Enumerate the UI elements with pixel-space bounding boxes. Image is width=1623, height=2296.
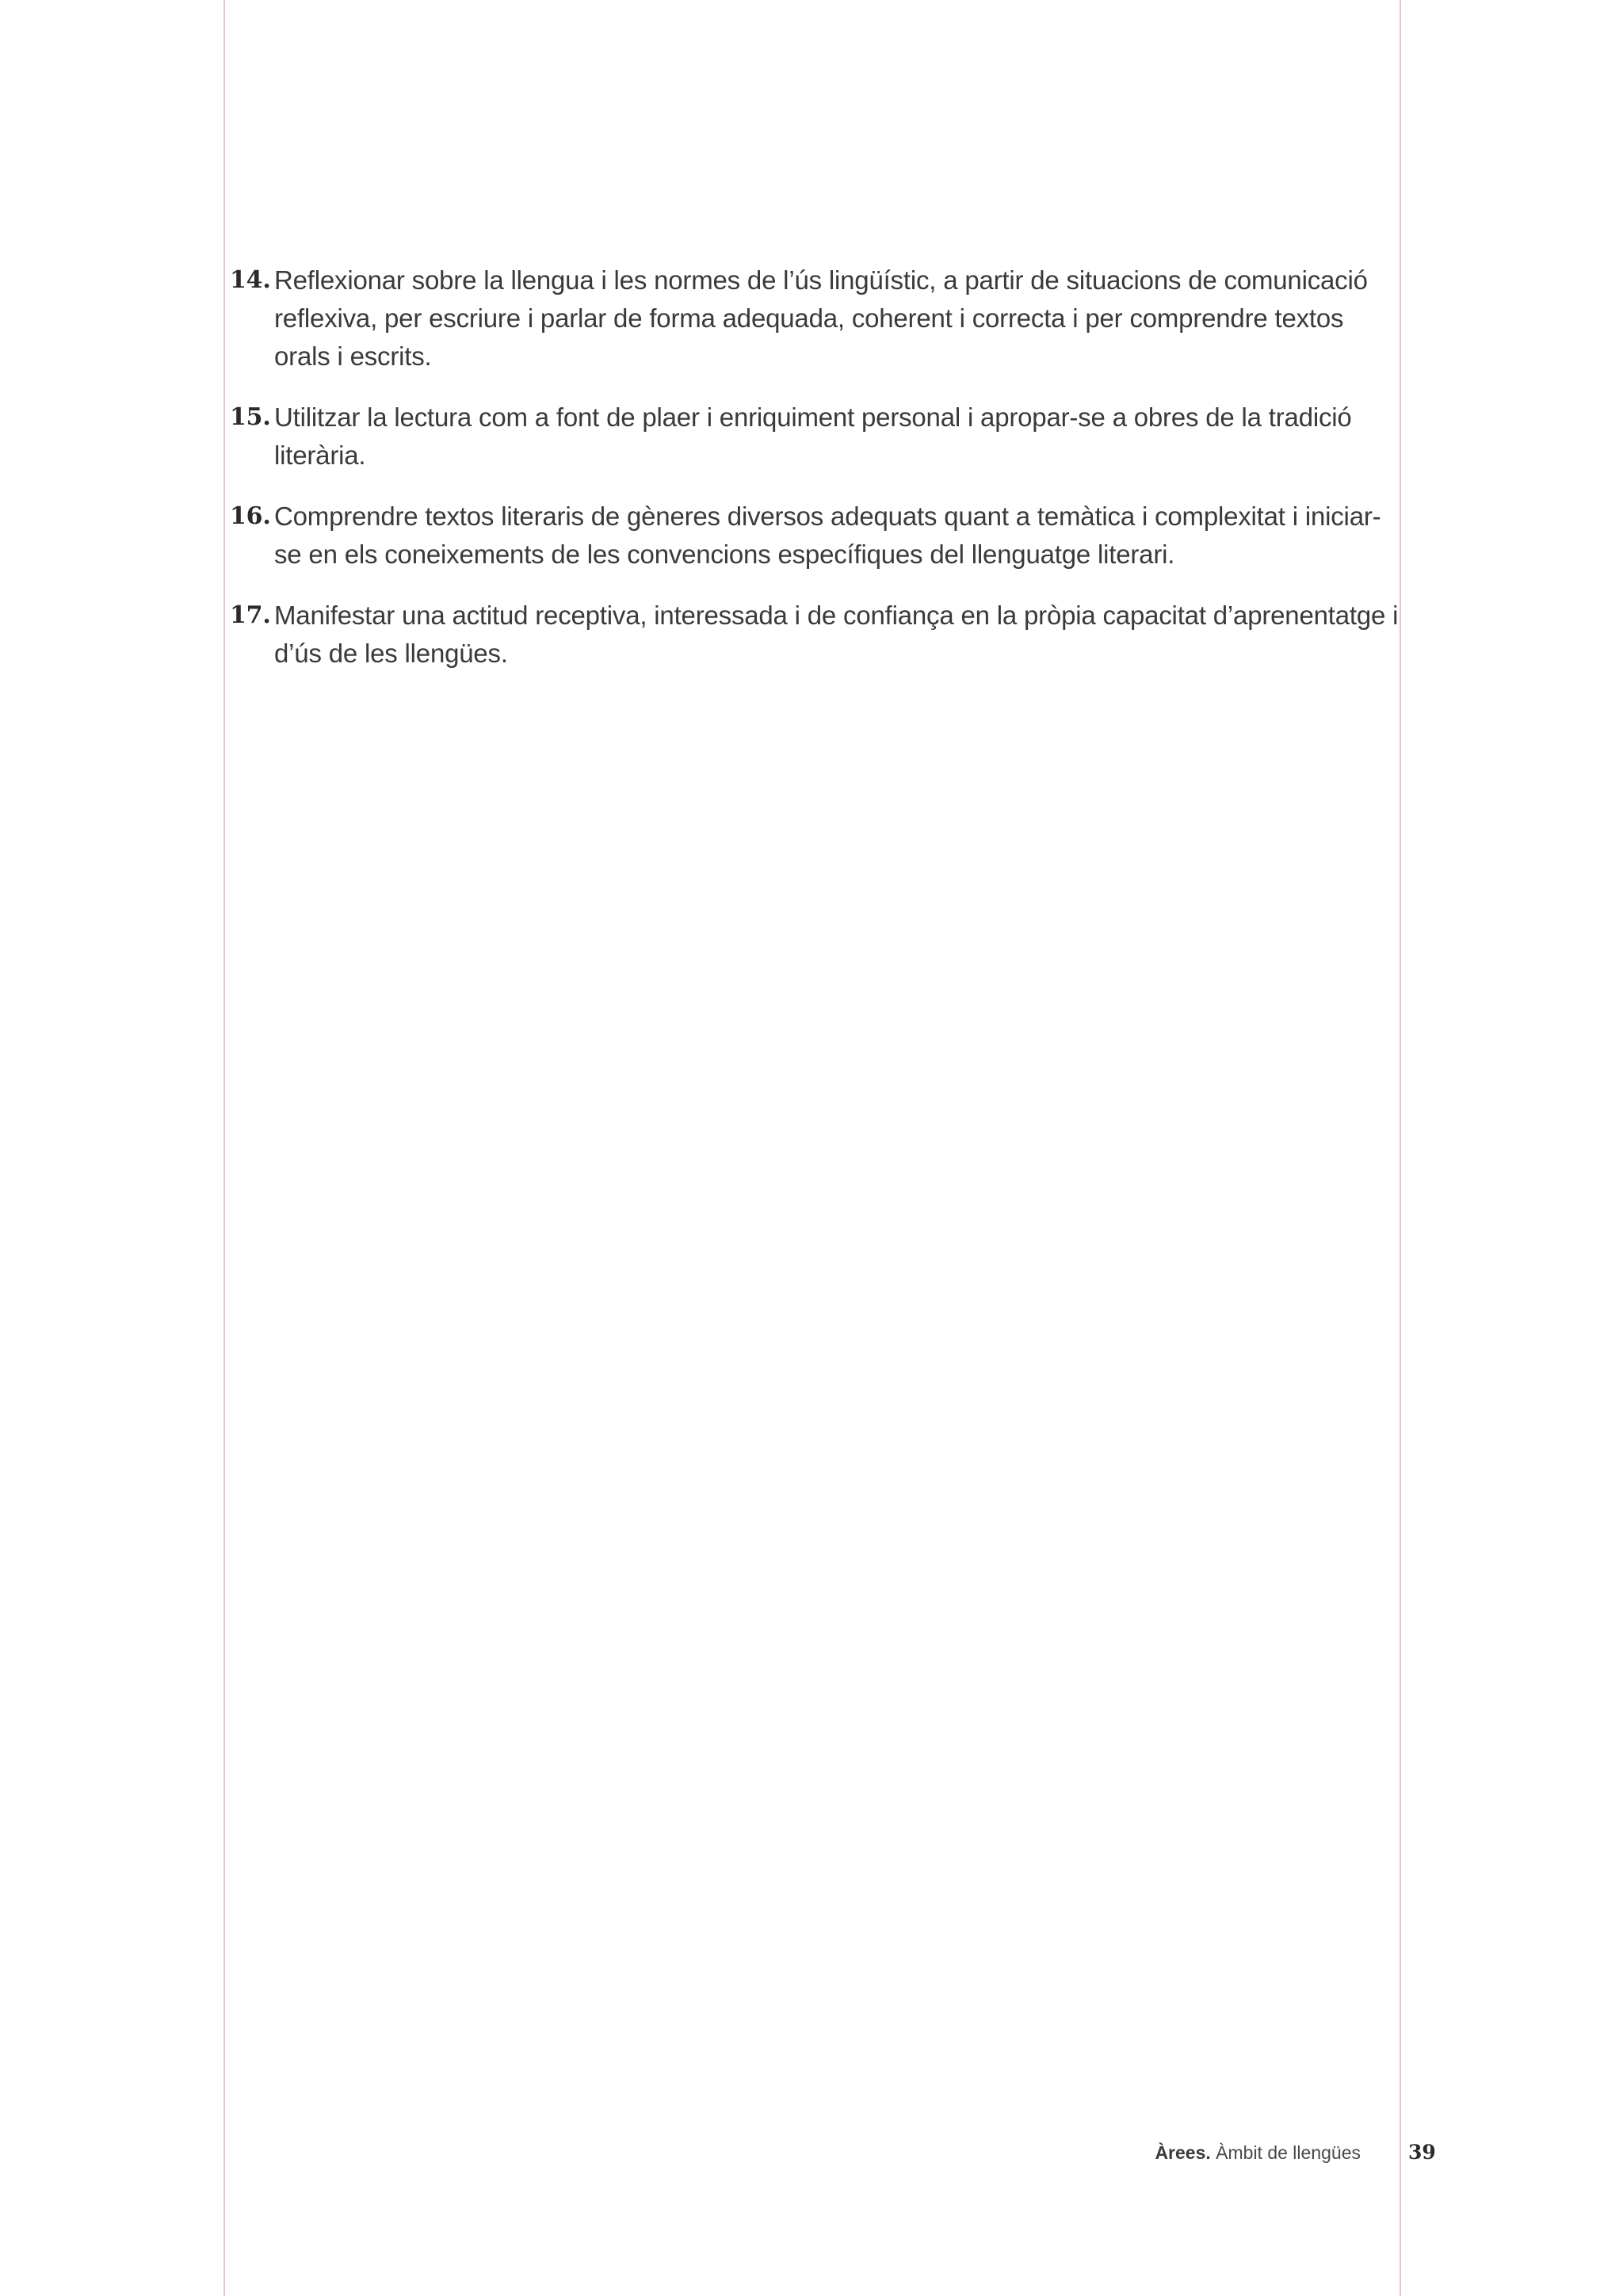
objective-item	[230, 597, 1400, 673]
objectives-list	[230, 261, 1400, 696]
objective-item	[230, 261, 1400, 376]
objective-text: Reflexionar sobre la llengua i les normes de l’ús lingüístic, a partir de situacions de comunicació reflexiva, per escriure i parlar de forma adequada, coherent i correcta i per comprendre textos orals i escrits.	[274, 265, 1368, 371]
objective-item	[230, 399, 1400, 475]
footer-section: Àrees.	[1155, 2142, 1211, 2163]
right-margin-rule	[1400, 0, 1401, 2296]
footer-subsection: Àmbit de llengües	[1216, 2142, 1361, 2163]
objective-text: Utilitzar la lectura com a font de plaer i enriquiment personal i apropar-se a obres de la tradició literària.	[274, 402, 1352, 470]
objective-item	[230, 498, 1400, 574]
objective-number: 17.	[230, 601, 271, 629]
page-footer	[1155, 2142, 1361, 2164]
objective-number: 15.	[230, 403, 271, 431]
objective-number: 16.	[230, 502, 271, 530]
objective-text: Manifestar una actitud receptiva, interessada i de confiança en la pròpia capacitat d’aprenentatge i d’ús de les llengües.	[274, 601, 1399, 668]
page-number: 39	[1408, 2141, 1436, 2164]
left-margin-rule	[223, 0, 225, 2296]
objective-number: 14.	[230, 266, 271, 294]
objective-text: Comprendre textos literaris de gèneres diversos adequats quant a temàtica i complexitat i iniciar-se en els coneixements de les convencions específiques del llenguatge literari.	[274, 502, 1381, 569]
